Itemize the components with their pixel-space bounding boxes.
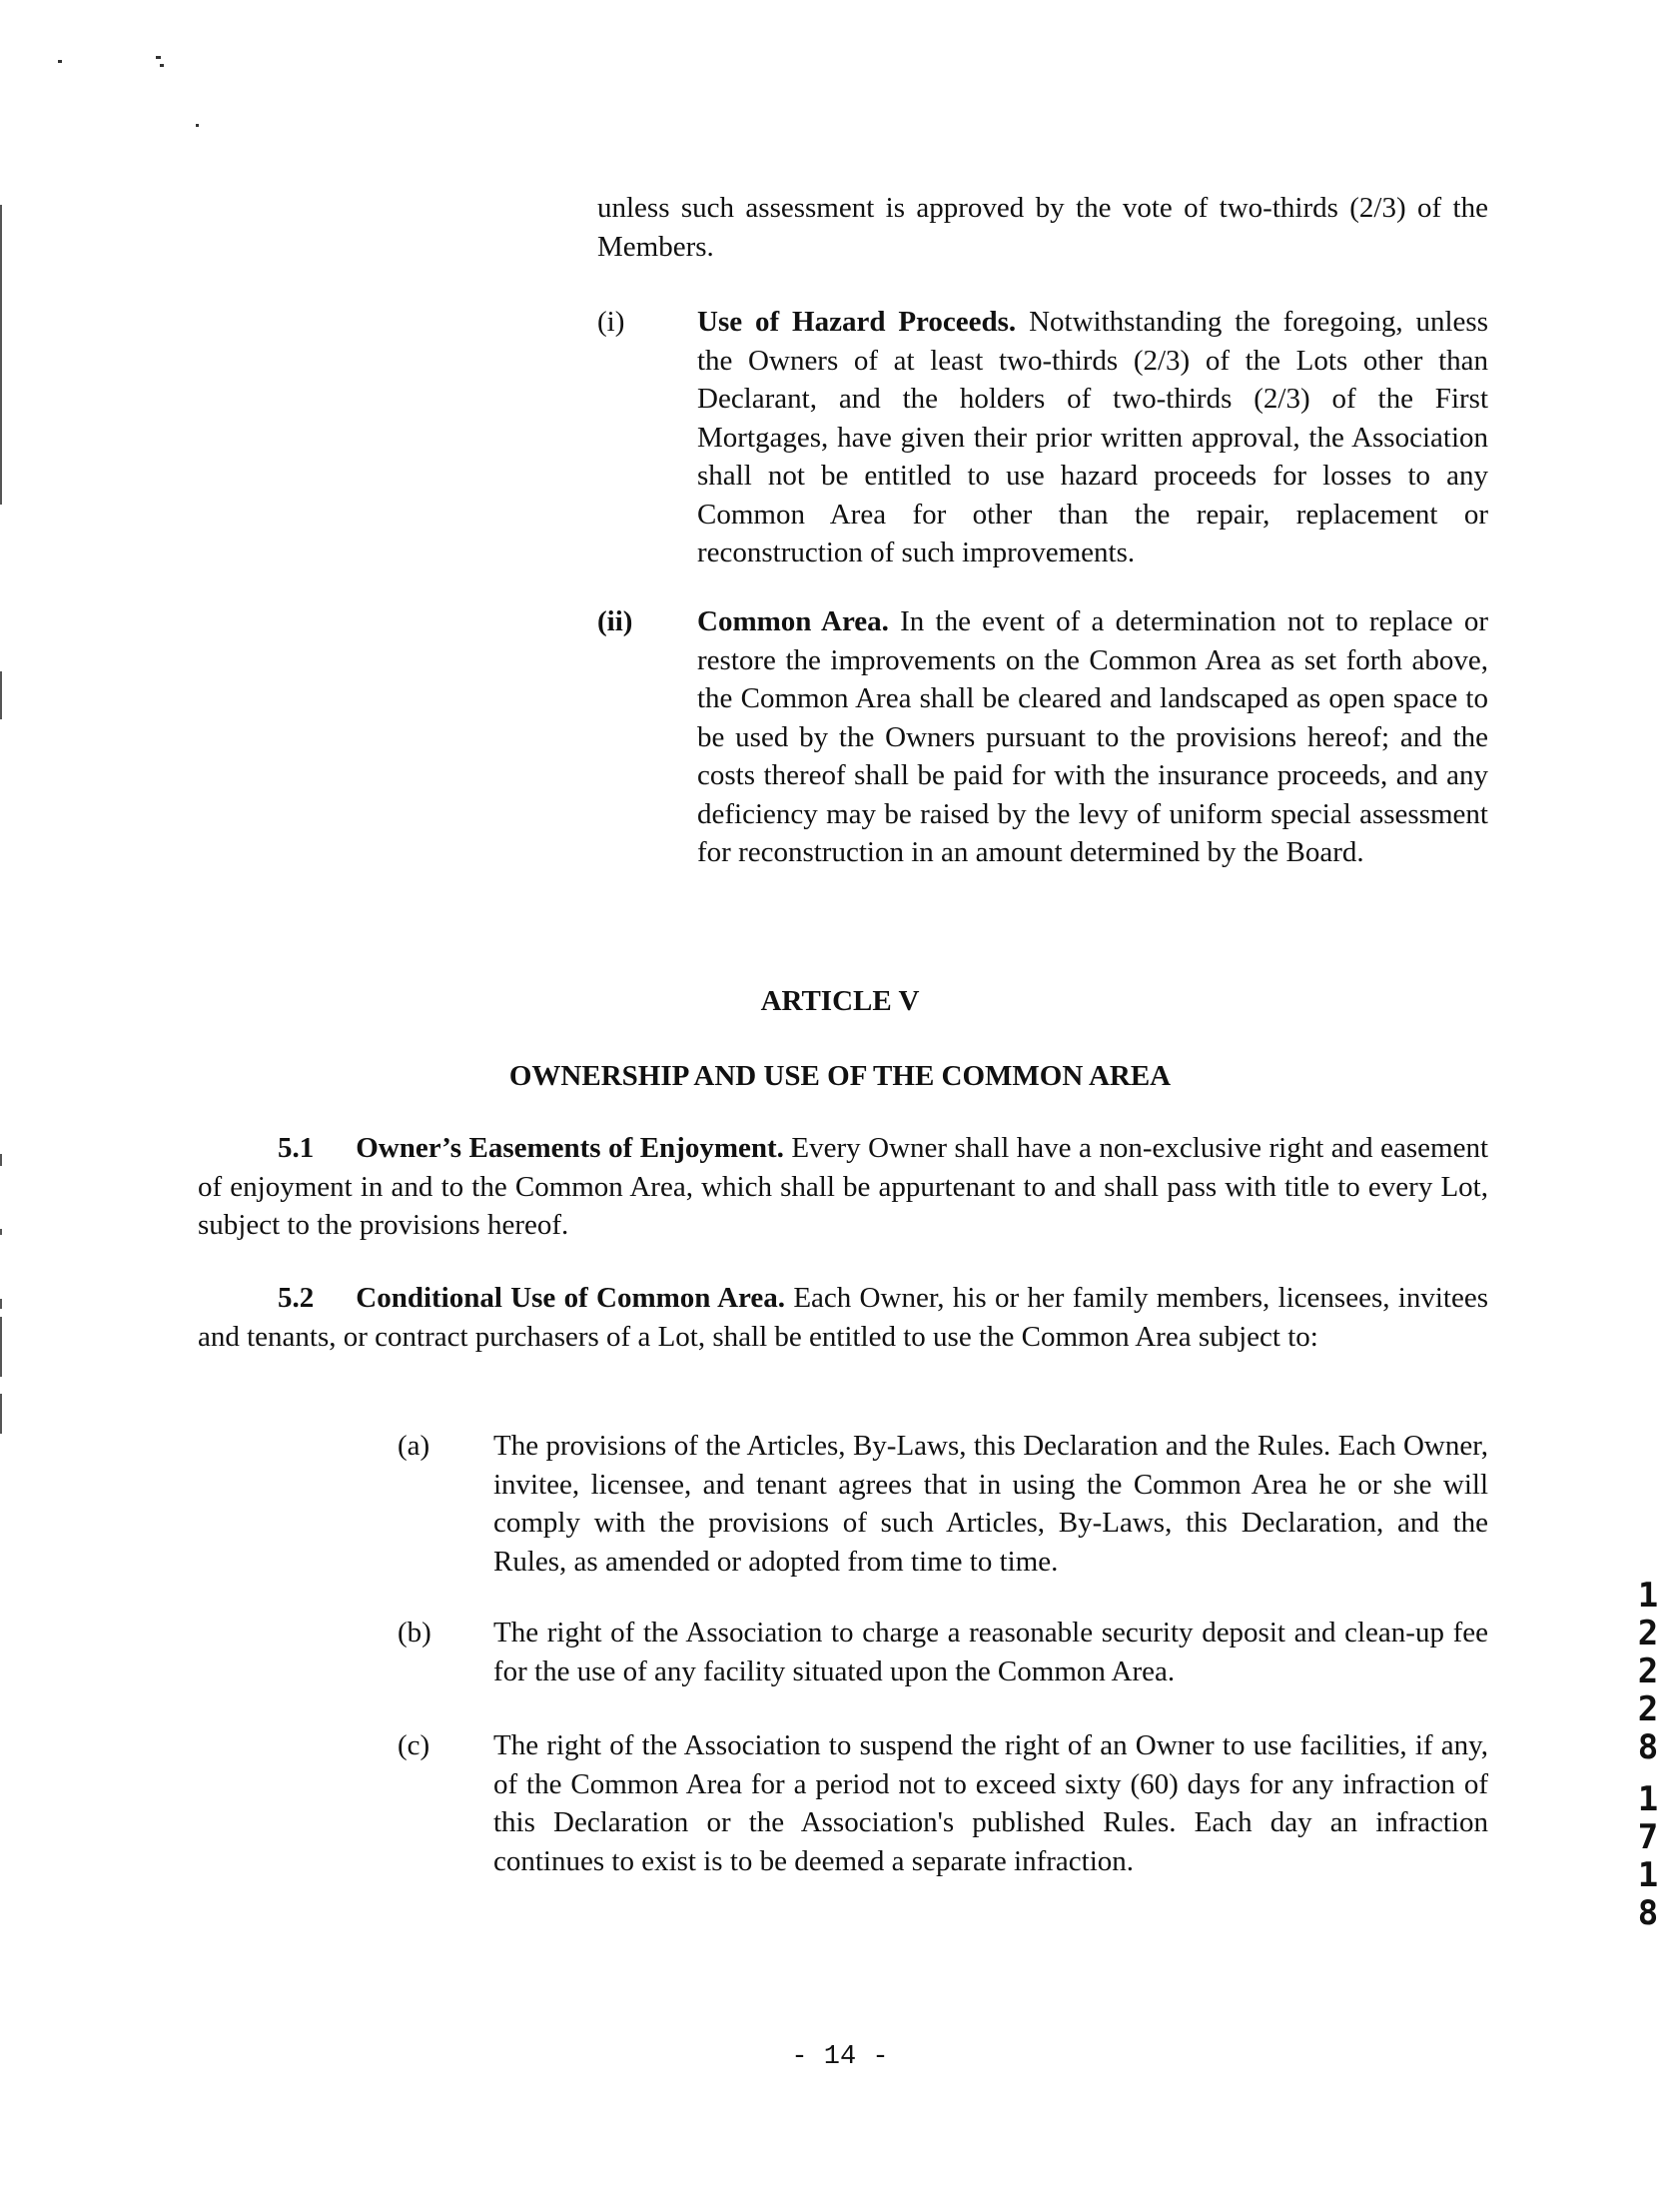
item-i-title: Use of Hazard Proceeds. <box>697 306 1017 338</box>
scan-speck <box>156 56 161 59</box>
article-title: OWNERSHIP AND USE OF THE COMMON AREA <box>508 1060 1172 1092</box>
section-5-2 <box>198 1279 1488 1356</box>
sub-a-marker: (a) <box>398 1430 430 1462</box>
scan-edge-mark <box>0 671 2 719</box>
scan-edge-mark <box>0 1299 2 1309</box>
item-ii-paragraph <box>697 602 1488 872</box>
recording-stamp-group-2 <box>1628 1780 1668 1932</box>
section-5-2-title: Conditional Use of Common Area. <box>356 1282 786 1314</box>
stamp-digit: 8 <box>1637 1893 1659 1933</box>
item-ii-title: Common Area. <box>697 605 889 637</box>
scan-edge-mark <box>0 1154 2 1166</box>
continuation-text: unless such assessment is approved by the vote of two-thirds (2/3) of the Members. <box>597 192 1488 263</box>
stamp-digit: 1 <box>1637 1576 1659 1616</box>
section-5-1-number: 5.1 <box>278 1132 315 1164</box>
item-ii-marker: (ii) <box>597 605 633 637</box>
scan-speck <box>160 64 164 67</box>
stamp-digit: 2 <box>1637 1689 1659 1729</box>
sub-a-paragraph <box>493 1427 1488 1581</box>
stamp-digit: 1 <box>1637 1779 1659 1819</box>
sub-c-marker: (c) <box>398 1729 430 1761</box>
scan-edge-mark <box>0 1229 2 1235</box>
stamp-digit: 7 <box>1637 1817 1659 1857</box>
sub-c-paragraph <box>493 1726 1488 1880</box>
section-5-2-body: Each Owner, his or her family members, licensees, invitees and tenants, or contract purchasers of a Lot, shall be entitled to use the Common Area subject to: <box>198 1282 1488 1353</box>
continuation-paragraph <box>597 189 1488 266</box>
scan-edge-mark <box>0 1394 2 1434</box>
section-5-1-body: Every Owner shall have a non-exclusive right and easement of enjoyment in and to the Common Area, which shall be appurtenant to and shall pass with title to every Lot, subject to the provisions hereof. <box>198 1132 1489 1241</box>
scan-edge-mark <box>0 205 2 505</box>
scan-speck <box>196 124 199 127</box>
sub-a-body: The provisions of the Articles, By-Laws, this Declaration and the Rules. Each Owner, invitee, licensee, and tenant agrees that in using the Common Area he or she will comply with the provisions of such Articles, By-Laws, this Declaration, and the Rules, as amended or adopted from time to time. <box>493 1430 1488 1578</box>
item-i-body: Notwithstanding the foregoing, unless the Owners of at least two-thirds (2/3) of the Lots other than Declarant, and the holders of two-thirds (2/3) of the First Mortgages, have given their prior written approval, the Association shall not be entitled to use hazard proceeds for losses to any Common Area for other than the repair, replacement or reconstruction of such improvements. <box>697 306 1488 568</box>
stamp-digit: 8 <box>1637 1727 1659 1767</box>
scan-edge-mark <box>0 1317 2 1377</box>
item-ii-body: In the event of a determination not to replace or restore the improvements on the Common Area as set forth above, the Common Area shall be cleared and landscaped as open space to be used by the Owners pursuant to the provisions hereof; and the costs thereof shall be paid for with the insurance proceeds, and any deficiency may be raised by the levy of uniform special assessment for reconstruction in an amount determined by the Board. <box>697 605 1489 868</box>
stamp-digit: 1 <box>1637 1855 1659 1895</box>
stamp-digit: 2 <box>1637 1614 1659 1653</box>
article-heading: ARTICLE V <box>760 985 920 1017</box>
section-5-2-number: 5.2 <box>278 1282 315 1314</box>
sub-b-paragraph <box>493 1614 1488 1690</box>
scan-speck <box>58 60 62 63</box>
sub-b-marker: (b) <box>398 1617 431 1648</box>
section-5-1 <box>198 1129 1488 1245</box>
stamp-digit: 2 <box>1637 1651 1659 1691</box>
page-number: - 14 - <box>791 2042 889 2072</box>
item-i-paragraph <box>697 303 1488 572</box>
sub-b-body: The right of the Association to charge a reasonable security deposit and clean-up fee for the use of any facility situated upon the Common Area. <box>493 1617 1488 1687</box>
section-5-1-title: Owner’s Easements of Enjoyment. <box>356 1132 784 1164</box>
sub-c-body: The right of the Association to suspend the right of an Owner to use facilities, if any, of the Common Area for a period not to exceed sixty (60) days for any infraction of this Declaration or the Association's published Rules. Each day an infraction continues to exist is to be deemed a separate infraction. <box>493 1729 1488 1877</box>
recording-stamp-group-1 <box>1628 1577 1668 1766</box>
item-i-marker: (i) <box>597 306 625 338</box>
